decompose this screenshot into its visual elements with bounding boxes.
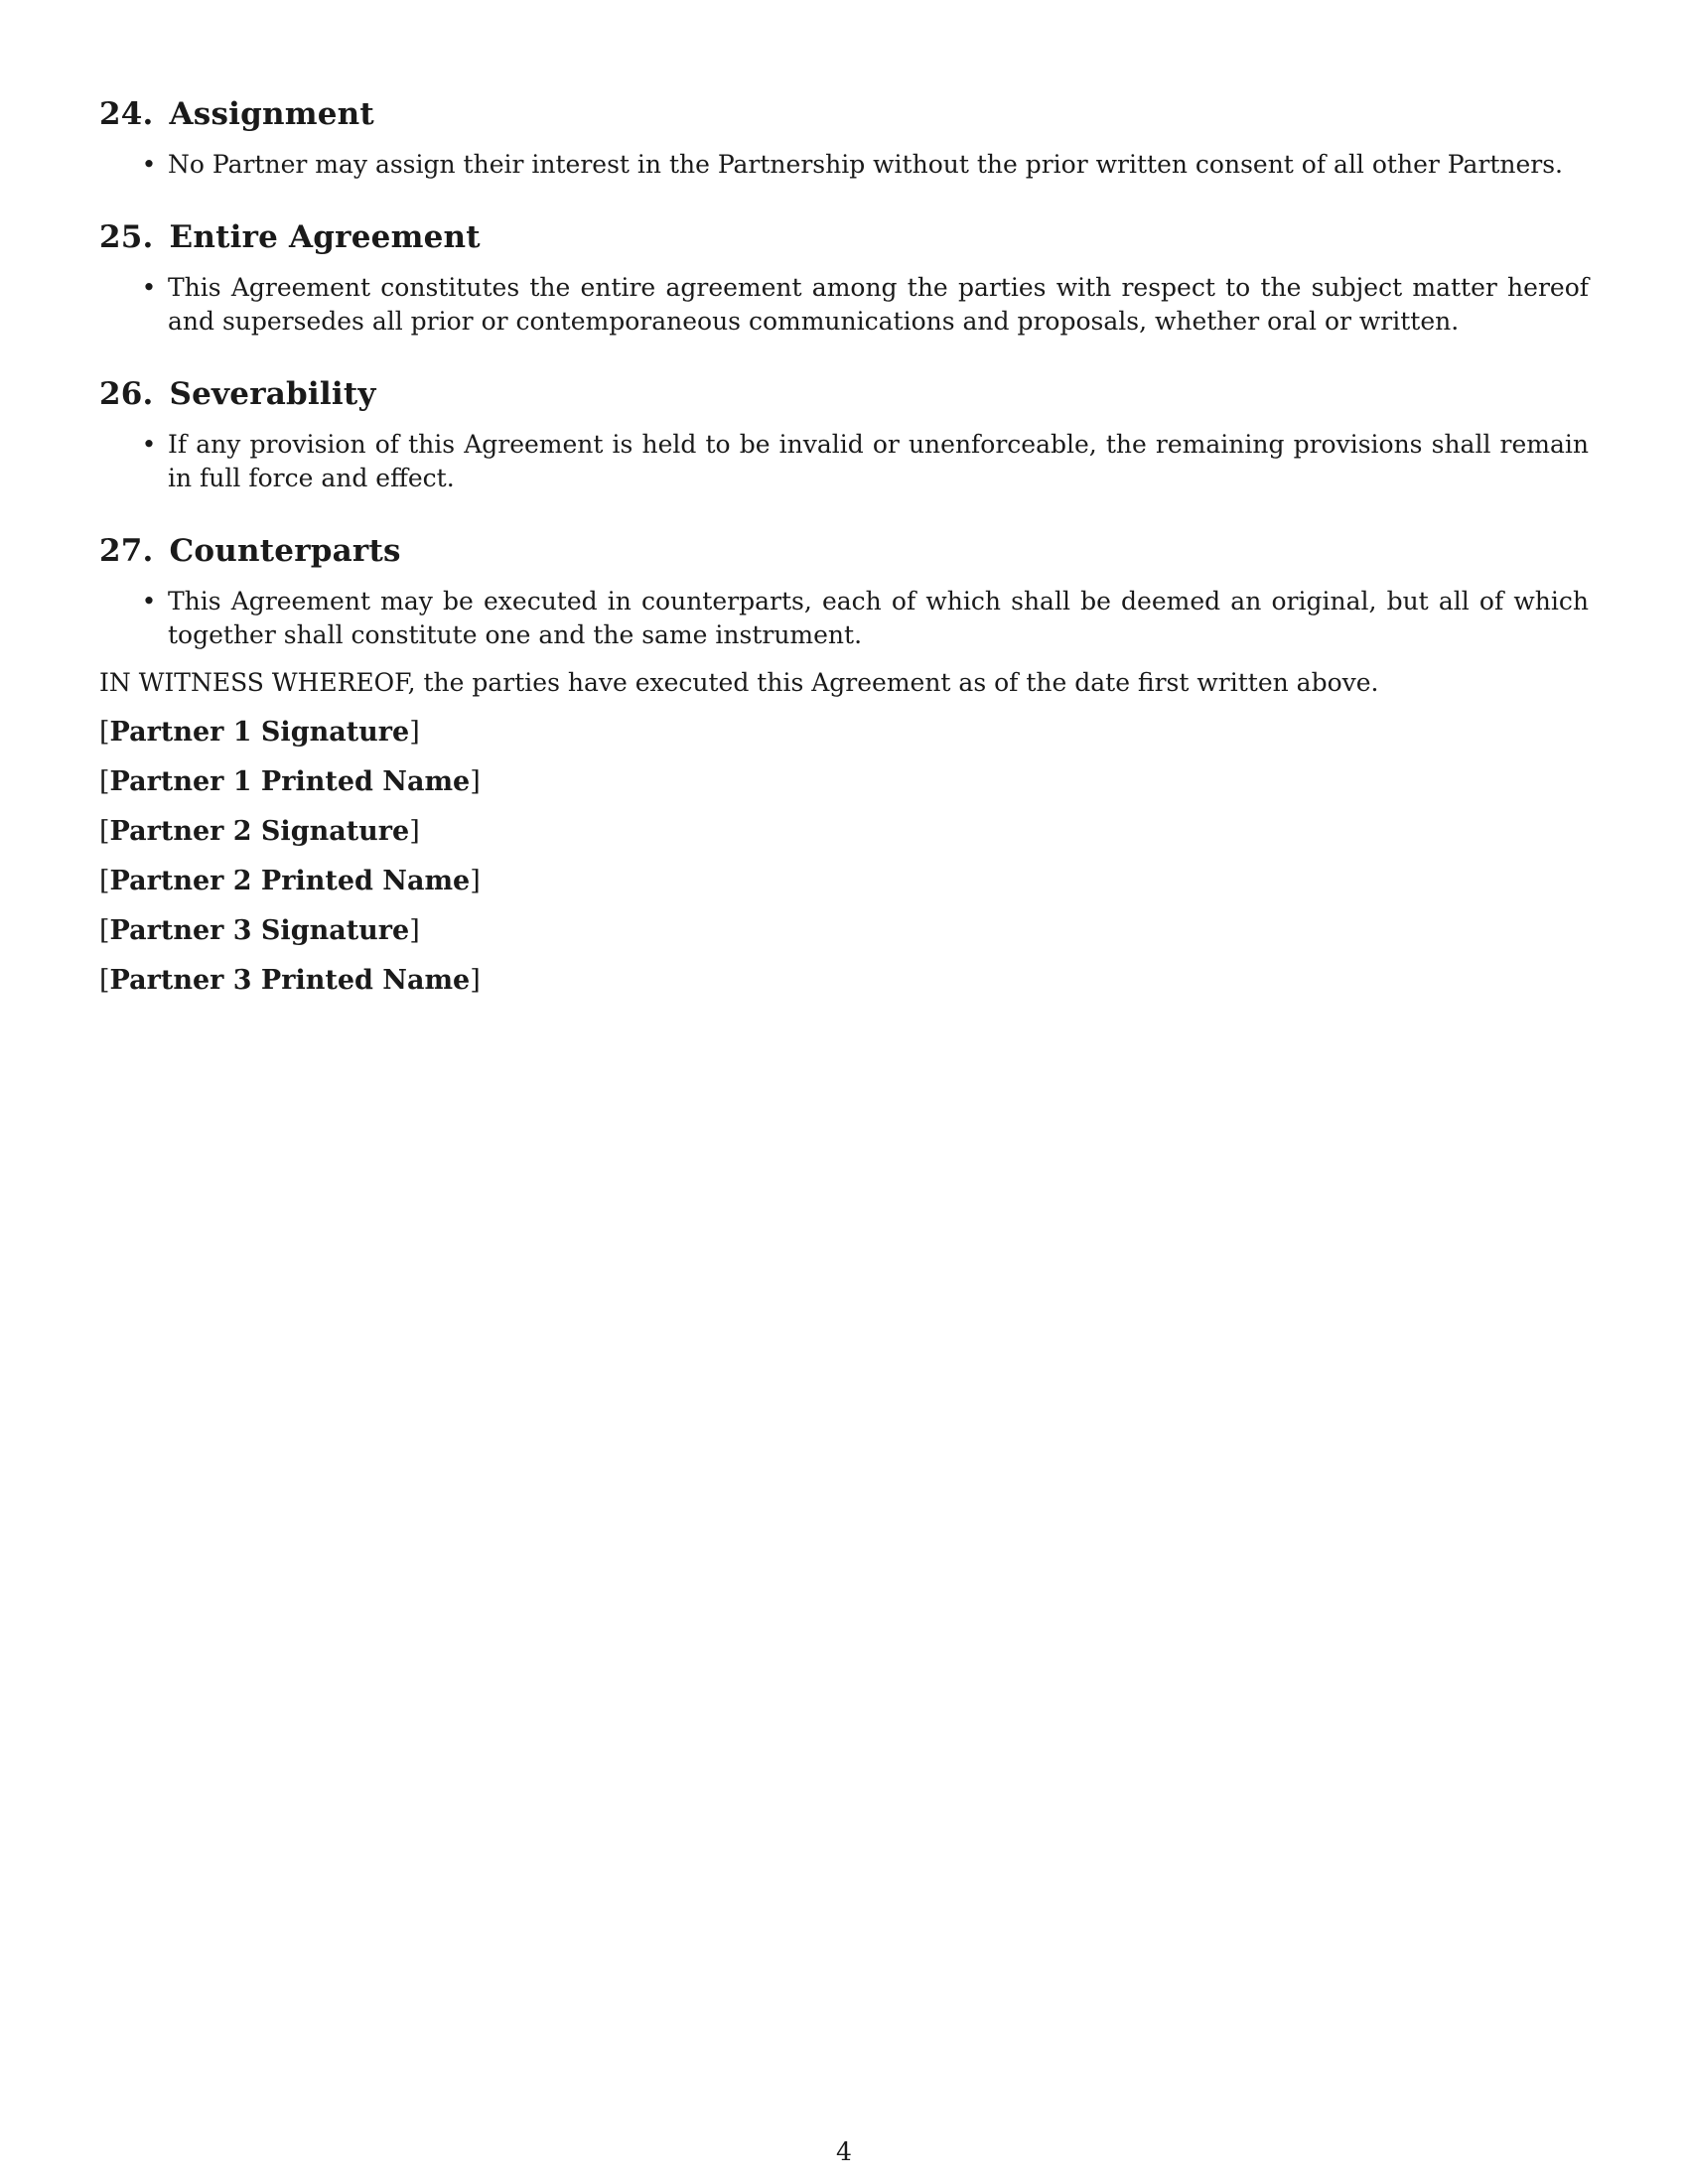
section-number: 26. xyxy=(99,376,154,412)
bullet-list xyxy=(99,271,1589,339)
section-heading xyxy=(99,217,1589,257)
section-title: Assignment xyxy=(169,96,374,132)
list-item xyxy=(99,428,1589,495)
section-number: 25. xyxy=(99,219,154,255)
bullet-icon: • xyxy=(141,150,157,179)
section-entire-agreement xyxy=(99,217,1589,339)
page-number: 4 xyxy=(836,2137,852,2166)
bullet-icon: • xyxy=(141,587,157,615)
bullet-list xyxy=(99,148,1589,182)
signature-line: [Partner 3 Signature] xyxy=(99,915,420,946)
signature-label: Partner 2 Signature xyxy=(109,816,410,847)
section-severability xyxy=(99,374,1589,495)
bullet-list xyxy=(99,428,1589,495)
signature-label: Partner 1 Printed Name xyxy=(109,766,471,797)
section-heading xyxy=(99,531,1589,571)
bullet-text: No Partner may assign their interest in the Partnership without the prior written consent of all other Partners. xyxy=(168,150,1563,179)
section-heading xyxy=(99,94,1589,134)
bullet-text: This Agreement may be executed in counterparts, each of which shall be deemed an original, but all of which together shall constitute one and the same instrument. xyxy=(168,587,1589,649)
signature-line: [Partner 2 Signature] xyxy=(99,816,420,847)
section-title: Severability xyxy=(169,376,376,412)
document-page xyxy=(99,94,1589,1014)
section-title: Counterparts xyxy=(169,533,401,569)
list-item xyxy=(99,271,1589,339)
section-counterparts xyxy=(99,531,1589,652)
signature-label: Partner 2 Printed Name xyxy=(109,866,471,896)
signature-line: [Partner 1 Printed Name] xyxy=(99,766,481,797)
signature-label: Partner 3 Printed Name xyxy=(109,965,471,996)
signature-label: Partner 1 Signature xyxy=(109,717,410,748)
section-heading xyxy=(99,374,1589,414)
section-title: Entire Agreement xyxy=(169,219,481,255)
signature-line: [Partner 1 Signature] xyxy=(99,717,420,748)
bullet-text: This Agreement constitutes the entire agreement among the parties with respect to the subject matter hereof and supersedes all prior or contemporaneous communications and proposals, whether oral or written. xyxy=(168,273,1589,336)
bullet-text: If any provision of this Agreement is held to be invalid or unenforceable, the remaining provisions shall remain in full force and effect. xyxy=(168,430,1589,492)
section-number: 27. xyxy=(99,533,154,569)
signature-line: [Partner 2 Printed Name] xyxy=(99,866,481,896)
bullet-icon: • xyxy=(141,430,157,459)
list-item xyxy=(99,148,1589,182)
signature-line: [Partner 3 Printed Name] xyxy=(99,965,481,996)
section-assignment xyxy=(99,94,1589,182)
witness-statement: IN WITNESS WHEREOF, the parties have executed this Agreement as of the date first written above. xyxy=(99,668,1379,697)
section-number: 24. xyxy=(99,96,154,132)
list-item xyxy=(99,585,1589,652)
bullet-icon: • xyxy=(141,273,157,302)
bullet-list xyxy=(99,585,1589,652)
signature-label: Partner 3 Signature xyxy=(109,915,410,946)
